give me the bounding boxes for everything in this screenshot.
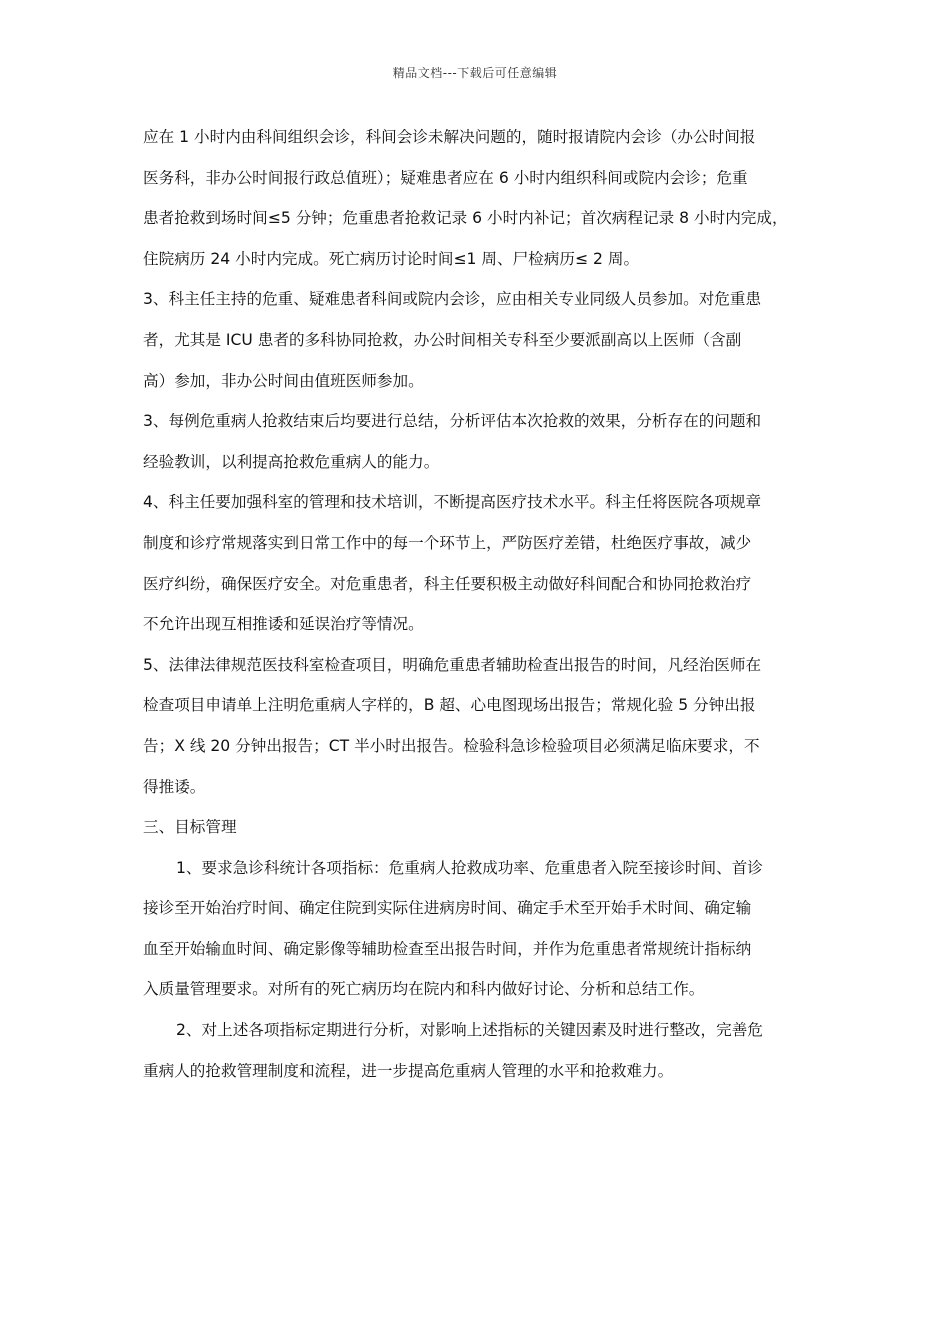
text-line: 重病人的抢救管理制度和流程，进一步提高危重病人管理的水平和抢救难力。 [143,1061,674,1080]
document-body [143,124,813,1098]
text-line: 1、要求急诊科统计各项指标：危重病人抢救成功率、危重患者入院至接诊时间、首诊 [176,858,763,877]
text-line: 得推诿。 [143,777,206,796]
text-line: 2、对上述各项指标定期进行分析，对影响上述指标的关键因素及时进行整改，完善危 [176,1021,763,1040]
text-line: 3、每例危重病人抢救结束后均要进行总结，分析评估本次抢救的效果，分析存在的问题和 [143,412,762,431]
text-line: 高）参加，非办公时间由值班医师参加。 [143,371,424,390]
text-line: 检查项目申请单上注明危重病人字样的，B 超、心电图现场出报告；常规化验 5 分钟出报 [143,696,756,715]
text-line: 医务科，非办公时间报行政总值班）；疑难患者应在 6 小时内组织科间或院内会诊；危重 [143,168,748,187]
page-header: 精品文档---下载后可任意编辑 [392,66,558,80]
text-line: 4、科主任要加强科室的管理和技术培训，不断提高医疗技术水平。科主任将医院各项规章 [143,493,762,512]
text-line: 3、科主任主持的危重、疑难患者科间或院内会诊，应由相关专业同级人员参加。对危重患 [143,290,762,309]
text-line: 医疗纠纷，确保医疗安全。对危重患者，科主任要积极主动做好科间配合和协同抢救治疗 [143,574,752,593]
section-heading: 三、目标管理 [143,818,237,837]
text-line: 不允许出现互相推诿和延误治疗等情况。 [143,615,424,634]
text-line: 者，尤其是 ICU 患者的多科协同抢救，办公时间相关专科至少要派副高以上医师（含副 [143,330,742,349]
text-line: 入质量管理要求。对所有的死亡病历均在院内和科内做好讨论、分析和总结工作。 [143,980,705,999]
text-line: 5、法律法律规范医技科室检查项目，明确危重患者辅助检查出报告的时间，凡经治医师在 [143,655,762,674]
text-line: 血至开始输血时间、确定影像等辅助检查至出报告时间，并作为危重患者常规统计指标纳 [143,939,752,958]
text-line: 告；X 线 20 分钟出报告；CT 半小时出报告。检验科急诊检验项目必须满足临床要求，不 [143,736,760,755]
text-line: 住院病历 24 小时内完成。死亡病历讨论时间≤1 周、尸检病历≤ 2 周。 [143,249,640,268]
text-line: 患者抢救到场时间≤5 分钟；危重患者抢救记录 6 小时内补记；首次病程记录 8 小时内完成， [143,209,788,228]
text-line: 应在 1 小时内由科间组织会诊，科间会诊未解决问题的，随时报请院内会诊（办公时间报 [143,128,756,146]
text-line: 经验教训，以利提高抢救危重病人的能力。 [143,452,440,471]
text-line: 接诊至开始治疗时间、确定住院到实际住进病房时间、确定手术至开始手术时间、确定输 [143,899,752,918]
text-line: 制度和诊疗常规落实到日常工作中的每一个环节上，严防医疗差错，杜绝医疗事故，减少 [143,533,752,552]
